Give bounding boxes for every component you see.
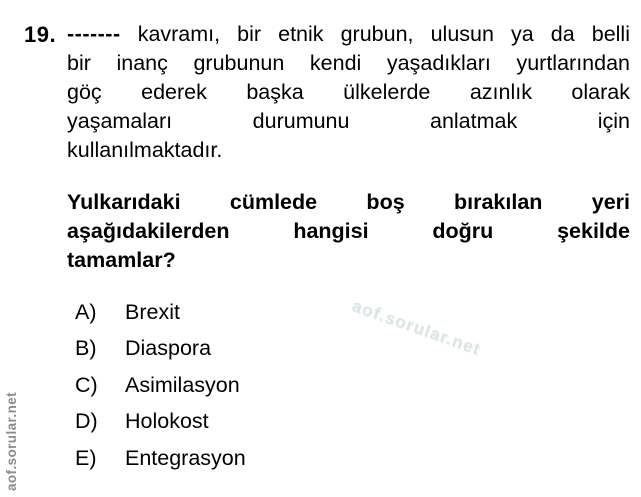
body-line-4: yaşamaları durumunu anlatmak için	[67, 109, 630, 133]
body-line-2: bir inanç grubunun kendi yaşadıkları yurtlarından	[67, 51, 630, 75]
stem-line-1: Yulkarıdaki cümlede boş bırakılan yeri	[67, 190, 630, 214]
option-e	[75, 444, 495, 480]
option-c	[75, 371, 495, 407]
question-stem	[67, 188, 630, 275]
question-body	[67, 20, 630, 165]
question-number: 19.	[24, 22, 57, 47]
option-c-text: Asimilasyon	[125, 372, 240, 397]
stem-line-2: aşağıdakilerden hangisi doğru şekilde	[67, 219, 630, 243]
body-line-3: göç ederek başka ülkelerde azınlık olarak	[67, 80, 630, 104]
watermark-vertical: aof.sorular.net	[4, 391, 19, 491]
stem-line-3: tamamlar?	[67, 248, 176, 272]
option-d-text: Holokost	[125, 409, 209, 434]
watermark-diagonal: aof.sorular.net	[349, 296, 484, 360]
option-e-letter: E)	[75, 445, 97, 470]
option-c-letter: C)	[75, 372, 98, 397]
body-line-1-text: kavramı, bir etnik grubun, ulusun ya da belli	[137, 22, 630, 46]
option-b-letter: B)	[75, 336, 97, 361]
option-d	[75, 407, 495, 443]
blank-placeholder: -------	[67, 22, 121, 46]
option-a-letter: A)	[75, 300, 97, 324]
option-d-letter: D)	[75, 409, 98, 434]
body-line-5: kullanılmaktadır.	[67, 138, 223, 162]
body-line-1	[67, 20, 630, 49]
option-a-text: Brexit	[125, 300, 180, 324]
option-e-text: Entegrasyon	[125, 445, 246, 470]
option-b-text: Diaspora	[125, 336, 212, 361]
